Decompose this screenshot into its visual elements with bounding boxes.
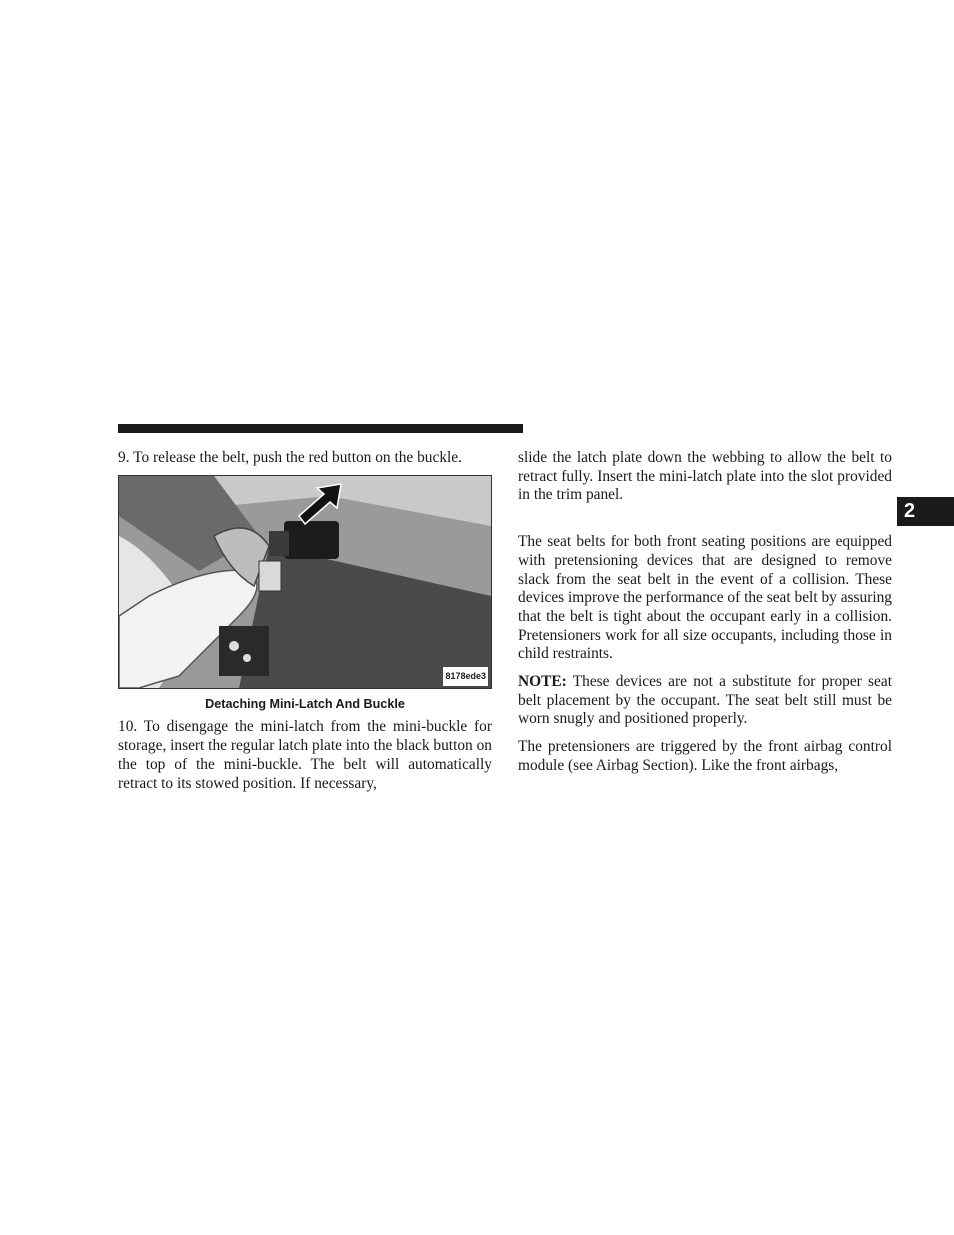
step-10-text: 10. To disengage the mini-latch from the mini-buckle for storage, insert the regular latch plate into the black button on the top of the mini-buckle. The belt will automatically retract to its stowed position. If necessary, — [118, 718, 492, 792]
left-column — [118, 449, 492, 793]
figure-caption: Detaching Mini-Latch And Buckle — [205, 696, 405, 711]
note-paragraph — [518, 673, 892, 729]
seat-belt-figure — [118, 475, 492, 689]
figure-code: 8178ede3 — [443, 667, 488, 686]
continuation-text: slide the latch plate down the webbing to allow the belt to retract fully. Insert the mini-latch plate into the slot provided in the trim panel. — [518, 449, 892, 504]
section-tab: 2 — [897, 497, 954, 526]
note-text: These devices are not a substitute for proper seat belt placement by the occupant. The seat belt still must be worn snugly and positioned properly. — [518, 673, 892, 728]
section-rule — [118, 424, 523, 433]
trigger-paragraph: The pretensioners are triggered by the front airbag control module (see Airbag Section). Like the front airbags, — [518, 738, 892, 774]
seat-belt-illustration — [119, 476, 491, 688]
step-9-text: 9. To release the belt, push the red button on the buckle. — [118, 449, 462, 466]
pretensioner-paragraph: The seat belts for both front seating positions are equipped with pretensioning devices that are designed to remove slack from the seat belt in the event of a collision. These devices improve the performance of the seat belt by assuring that the belt is tight about the occupant early in a collision. Pretensioners work for all size occupants, including those in child restraints. — [518, 533, 892, 663]
right-column — [518, 449, 892, 776]
note-label: NOTE: — [518, 673, 567, 691]
